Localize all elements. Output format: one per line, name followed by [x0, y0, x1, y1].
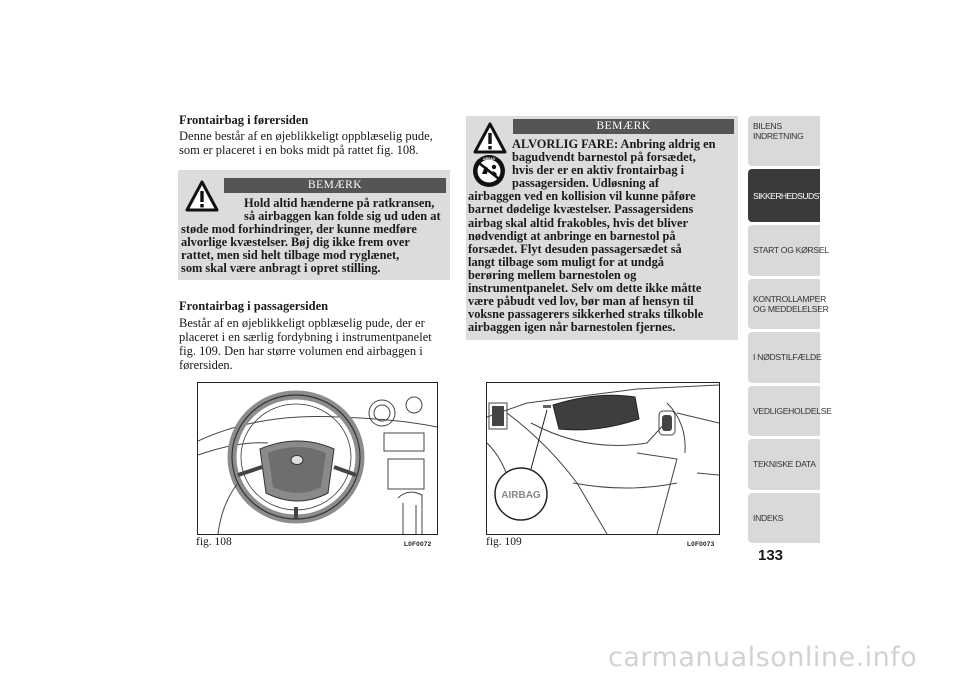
warning-note-box — [178, 170, 450, 280]
text-line: instrumentpanelet. Selv om dette ikke måtte — [468, 281, 702, 296]
text-line: som er placeret i en boks midt på rattet fig. 108. — [179, 143, 419, 157]
text-line: ALVORLIG FARE: Anbring aldrig en — [512, 137, 716, 151]
tab-label: VEDLIGEHOLDELSE — [753, 406, 832, 416]
figure-109-caption: fig. 109 — [486, 536, 522, 548]
note-body — [468, 138, 738, 334]
text-line: barnet dødelige kvæstelser. Passagersidens — [468, 202, 694, 217]
tab-i-nodstilfaelde[interactable] — [748, 332, 820, 383]
note-title: BEMÆRK — [307, 179, 363, 191]
figure-108-steering-wheel — [197, 382, 438, 535]
tab-kontrollamper[interactable] — [748, 279, 829, 329]
text-line: så airbaggen kan folde sig ud uden at — [244, 209, 441, 224]
page-number: 133 — [758, 547, 784, 564]
driver-airbag-description — [179, 129, 451, 157]
svg-text:AIRBAG: AIRBAG — [482, 157, 496, 162]
tab-label: SIKKERHEDSUDSTYR — [753, 191, 835, 201]
text-line: Hold altid hænderne på ratkransen, — [244, 196, 435, 210]
tab-label: OG MEDDELELSER — [753, 304, 829, 314]
tab-label: INDRETNING — [753, 131, 804, 141]
watermark: carmanualsonline.info — [608, 642, 918, 673]
text-line: bagudvendt barnestol på forsædet, — [512, 150, 696, 165]
text-line: passagersiden. Udløsning af — [512, 176, 659, 191]
text-line: hvis der er en aktiv frontairbag i — [512, 163, 685, 178]
tab-label: BILENS — [753, 121, 782, 131]
tab-label: START OG KØRSEL — [753, 245, 829, 255]
text-line: alvorlige kvæstelser. Bøj dig ikke frem over — [181, 235, 410, 250]
dashboard-illustration — [487, 383, 719, 534]
section-heading-passenger-airbag: Frontairbag i passagersiden — [179, 299, 329, 313]
text-line: Består af en øjeblikkeligt opblæselig pude, der er — [179, 316, 425, 330]
note-title-bar — [513, 119, 734, 134]
text-line: være påbudt ved lov, bør man af hensyn til — [468, 294, 694, 309]
note-title-bar — [224, 178, 446, 193]
text-line: voksne passagerers sikkerhed straks tilkoble — [468, 307, 704, 322]
text-line: Denne består af en øjeblikkeligt oppblæselig pude, — [179, 129, 433, 143]
tab-label: INDEKS — [753, 513, 784, 523]
figure-109-code: L0F0073 — [687, 541, 715, 548]
figure-108-caption: fig. 108 — [196, 536, 232, 548]
text-line: airbaggen igen når barnestolen fjernes. — [468, 320, 676, 335]
passenger-airbag-description — [179, 316, 451, 372]
tab-vedligeholdelse[interactable] — [748, 386, 832, 436]
section-heading-driver-airbag: Frontairbag i førersiden — [179, 113, 309, 127]
note-body — [181, 197, 449, 276]
text-line: placeret i en særlig fordybning i instrumentpanelet — [179, 330, 432, 344]
tab-label: I NØDSTILFÆLDE — [753, 352, 822, 362]
text-line: førersiden. — [179, 358, 233, 372]
tab-start-og-korsel[interactable] — [748, 225, 829, 276]
text-line: som skal være anbragt i opret stilling. — [181, 261, 381, 276]
text-line: fig. 109. Den har større volumen end airbaggen i — [179, 344, 423, 358]
tab-sikkerhedsudstyr[interactable] — [748, 169, 835, 222]
note-title: BEMÆRK — [596, 120, 651, 132]
tab-label: TEKNISKE DATA — [753, 459, 816, 469]
steering-wheel-illustration — [198, 383, 437, 534]
severe-danger-note-box — [466, 116, 738, 340]
text-line: rattet, men sid helt tilbage mod ryglænet, — [181, 248, 400, 263]
tab-tekniske-data[interactable] — [748, 439, 820, 490]
text-line: airbaggen ved en kollision vil kunne påføre — [468, 189, 696, 204]
text-line: airbag skal altid frakobles, hvis det bliver — [468, 215, 688, 230]
text-line: nødvendigt at anbringe en barnestol på — [468, 228, 676, 243]
figure-108-code: L0F0072 — [404, 541, 432, 548]
text-line: støde mod forhindringer, der kunne medføre — [181, 222, 417, 237]
tab-label: KONTROLLAMPER — [753, 294, 826, 304]
text-line: forsædet. Flyt desuden passagersædet så — [468, 241, 682, 256]
text-line: berøring mellem barnestolen og — [468, 267, 637, 282]
airbag-label: AIRBAG — [501, 490, 541, 501]
tab-bilens-indretning[interactable] — [748, 116, 820, 166]
text-line: langt tilbage som muligt for at undgå — [468, 254, 664, 269]
figure-109-passenger-airbag — [486, 382, 720, 535]
tab-indeks[interactable] — [748, 493, 820, 543]
